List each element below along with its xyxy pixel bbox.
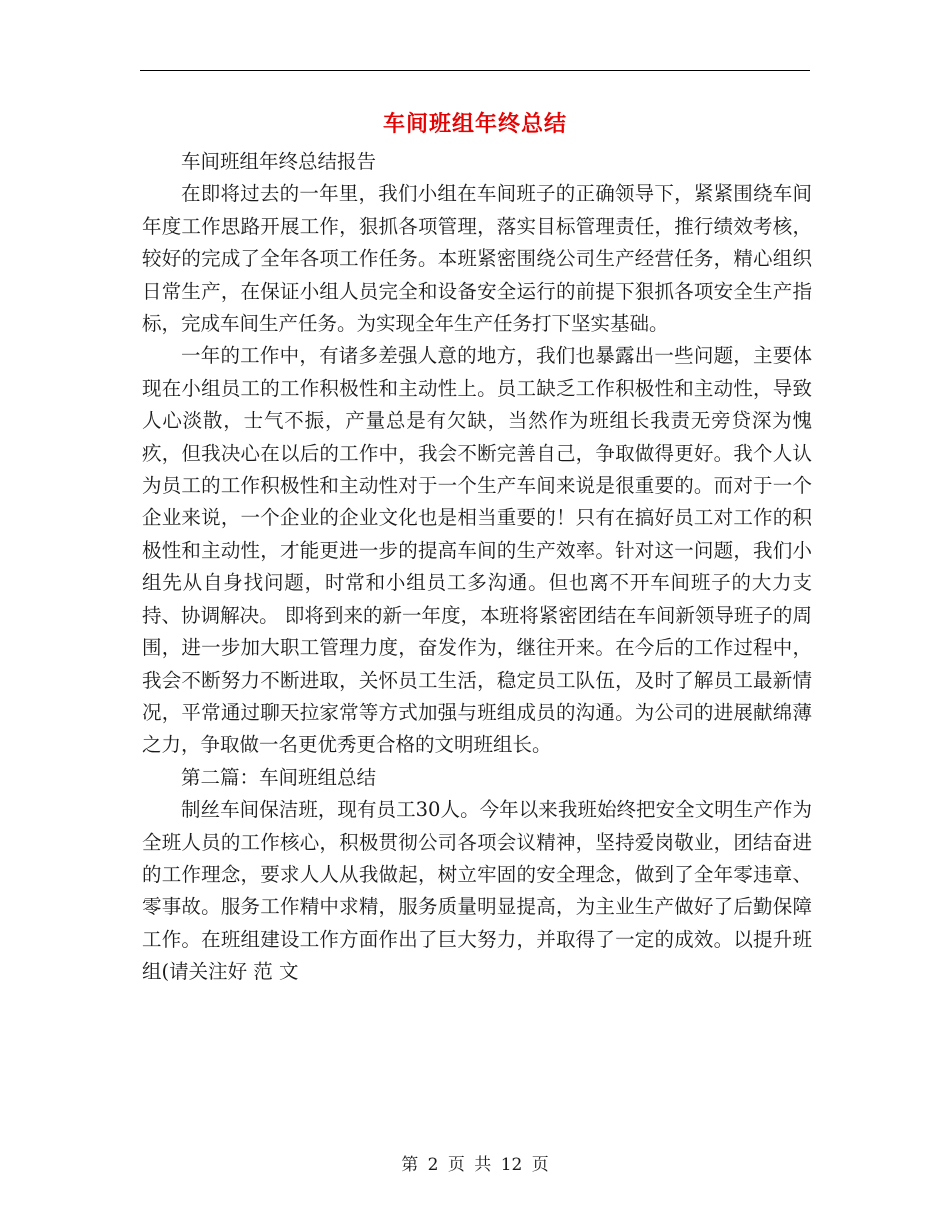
section-heading: 第二篇：车间班组总结	[181, 765, 377, 789]
body-paragraph: 在即将过去的一年里，我们小组在车间班子的正确领导下，紧紧围绕车间年度工作思路开展工作，狠抓各项管理，落实目标管理责任，推行绩效考核，较好的完成了全年各项工作任务。本班紧密围绕公司生产经营任务，精心组织日常生产，在保证小组人员完全和设备安全运行的前提下狠抓各项安全生产指标，完成车间生产任务。为实现全年生产任务打下坚实基础。	[142, 182, 812, 336]
document-body	[142, 146, 812, 989]
header-rule	[140, 70, 810, 71]
page-number: 第 2 页 共 12 页	[401, 1155, 549, 1175]
body-paragraph: 制丝车间保洁班，现有员工30人。今年以来我班始终把安全文明生产作为全班人员的工作核心，积极贯彻公司各项会议精神，坚持爱岗敬业，团结奋进的工作理念，要求人人从我做起，树立牢固的安全理念，做到了全年零违章、零事故。服务工作精中求精，服务质量明显提高，为主业生产做好了后勤保障工作。在班组建设工作方面作出了巨大努力，并取得了一定的成效。以提升班组(请关注好 范 文	[142, 798, 812, 984]
document-title: 车间班组年终总结	[382, 112, 567, 137]
report-subtitle: 车间班组年终总结报告	[181, 150, 377, 173]
body-paragraph: 一年的工作中，有诸多差强人意的地方，我们也暴露出一些问题，主要体现在小组员工的工作积极性和主动性上。员工缺乏工作积极性和主动性，导致人心淡散，士气不振，产量总是有欠缺，当然作为班组长我责无旁贷深为愧疚，但我决心在以后的工作中，我会不断完善自己，争取做得更好。我个人认为员工的工作积极性和主动性对于一个生产车间来说是很重要的。而对于一个企业来说，一个企业的企业文化也是相当重要的！只有在搞好员工对工作的积极性和主动性，才能更进一步的提高车间的生产效率。针对这一问题，我们小组先从自身找问题，时常和小组员工多沟通。但也离不开车间班子的大力支持、协调解决。 即将到来的新一年度，本班将紧密团结在车间新领导班子的周围，进一步加大职工管理力度，奋发作为，继往开来。在今后的工作过程中，我会不断努力不断进取，关怀员工生活，稳定员工队伍，及时了解员工最新情况，平常通过聊天拉家常等方式加强与班组成员的沟通。为公司的进展献绵薄之力，争取做一名更优秀更合格的文明班组长。	[142, 344, 812, 757]
